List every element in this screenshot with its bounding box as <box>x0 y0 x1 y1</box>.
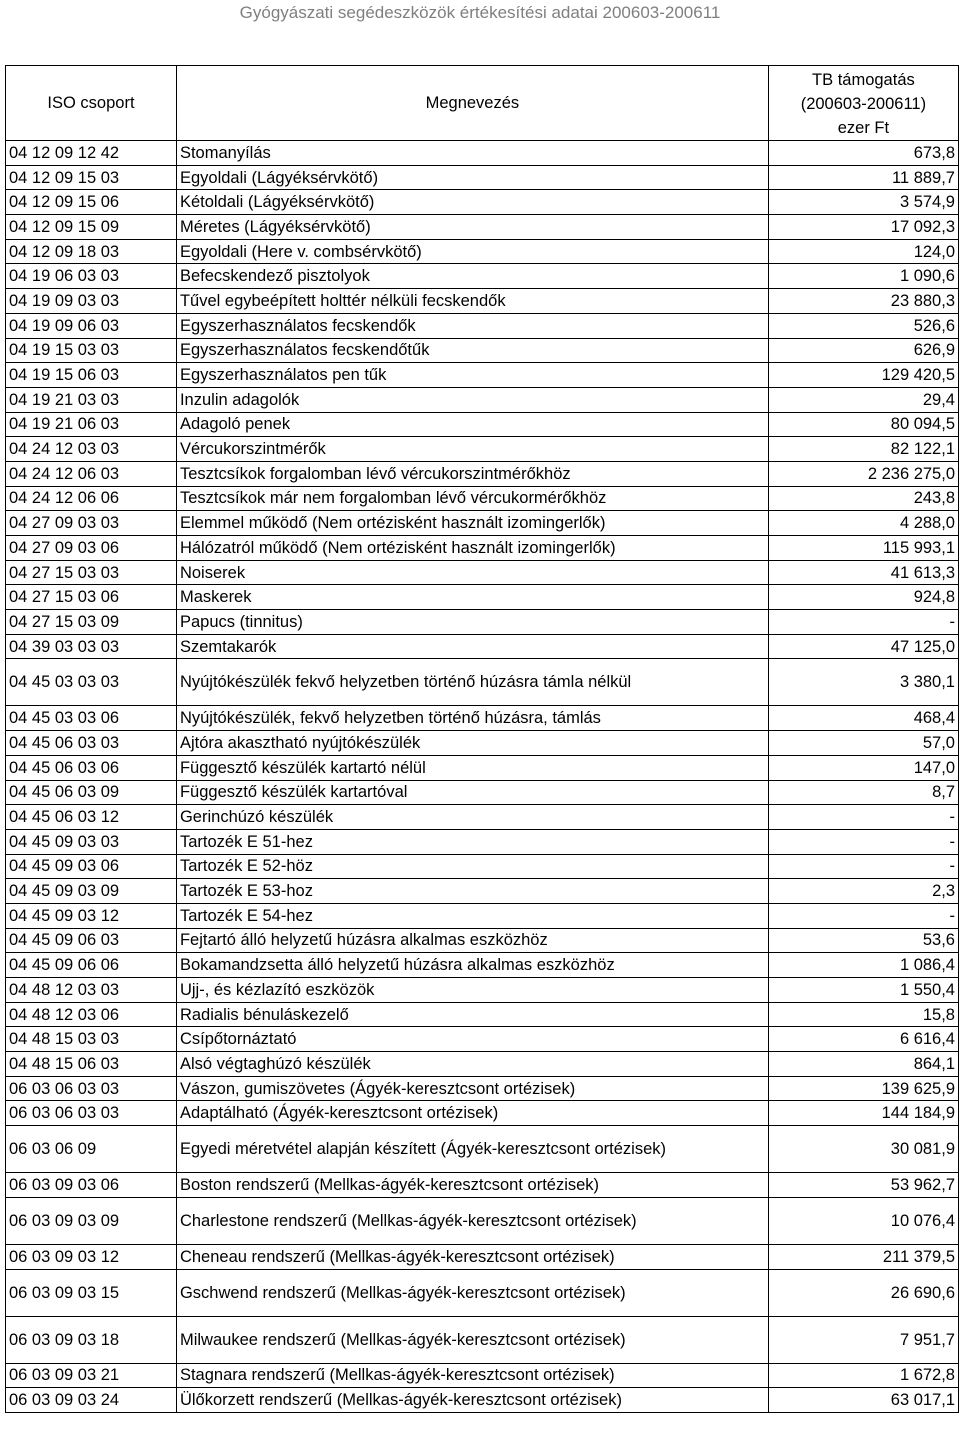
value-cell: 17 092,3 <box>768 215 958 240</box>
name-cell: Charlestone rendszerű (Mellkas-ágyék-keresztcsont ortézisek) <box>176 1197 768 1244</box>
value-cell: 4 288,0 <box>768 511 958 536</box>
table-row <box>6 1173 959 1198</box>
header-value-line2: (200603-200611) <box>800 95 927 113</box>
table-row <box>6 1363 959 1388</box>
value-cell: 147,0 <box>768 755 958 780</box>
name-cell: Noiserek <box>176 560 768 585</box>
iso-cell: 04 48 15 03 03 <box>6 1027 177 1052</box>
header-value-line3: ezer Ft <box>837 119 890 137</box>
iso-cell: 04 45 09 03 09 <box>6 879 177 904</box>
name-cell: Gschwend rendszerű (Mellkas-ágyék-keresztcsont ortézisek) <box>176 1269 768 1316</box>
value-cell: - <box>768 854 958 879</box>
table-row <box>6 190 959 215</box>
value-cell: 82 122,1 <box>768 437 958 462</box>
value-cell: 7 951,7 <box>768 1316 958 1363</box>
iso-cell: 06 03 09 03 21 <box>6 1363 177 1388</box>
name-cell: Stagnara rendszerű (Mellkas-ágyék-keresztcsont ortézisek) <box>176 1363 768 1388</box>
value-cell: 626,9 <box>768 338 958 363</box>
iso-cell: 04 19 21 06 03 <box>6 412 177 437</box>
value-cell: 8,7 <box>768 780 958 805</box>
table-header-row <box>6 66 959 141</box>
table-row <box>6 1269 959 1316</box>
value-cell: 30 081,9 <box>768 1126 958 1173</box>
name-cell: Vércukorszintmérők <box>176 437 768 462</box>
name-cell: Egyoldali (Here v. combsérvkötő) <box>176 239 768 264</box>
name-cell: Vászon, gumiszövetes (Ágyék-keresztcsont ortézisek) <box>176 1076 768 1101</box>
iso-cell: 04 45 09 06 06 <box>6 953 177 978</box>
table-row <box>6 1027 959 1052</box>
name-cell: Boston rendszerű (Mellkas-ágyék-keresztcsont ortézisek) <box>176 1173 768 1198</box>
value-cell: 3 574,9 <box>768 190 958 215</box>
iso-cell: 04 24 12 06 06 <box>6 486 177 511</box>
name-cell: Adagoló penek <box>176 412 768 437</box>
name-cell: Egyoldali (Lágyéksérvkötő) <box>176 165 768 190</box>
iso-cell: 04 45 06 03 06 <box>6 755 177 780</box>
value-cell: 144 184,9 <box>768 1101 958 1126</box>
table-row <box>6 659 959 706</box>
value-cell: 673,8 <box>768 141 958 166</box>
iso-cell: 04 24 12 06 03 <box>6 461 177 486</box>
value-cell: 15,8 <box>768 1002 958 1027</box>
value-cell: - <box>768 805 958 830</box>
table-row <box>6 486 959 511</box>
iso-cell: 06 03 09 03 18 <box>6 1316 177 1363</box>
iso-cell: 04 39 03 03 03 <box>6 634 177 659</box>
header-value-line1: TB támogatás <box>812 71 915 89</box>
value-cell: 864,1 <box>768 1052 958 1077</box>
name-cell: Egyszerhasználatos fecskendők <box>176 313 768 338</box>
table-row <box>6 978 959 1003</box>
table-row <box>6 928 959 953</box>
name-cell: Nyújtókészülék, fekvő helyzetben történő húzásra, támlás <box>176 706 768 731</box>
value-cell: 53 962,7 <box>768 1173 958 1198</box>
name-cell: Tartozék E 53-hoz <box>176 879 768 904</box>
table-row <box>6 634 959 659</box>
iso-cell: 04 27 15 03 09 <box>6 610 177 635</box>
iso-cell: 04 12 09 15 03 <box>6 165 177 190</box>
table-row <box>6 461 959 486</box>
name-cell: Tartozék E 51-hez <box>176 829 768 854</box>
value-cell: 526,6 <box>768 313 958 338</box>
table-row <box>6 387 959 412</box>
value-cell: 924,8 <box>768 585 958 610</box>
name-cell: Hálózatról működő (Nem ortézisként használt izomingerlők) <box>176 536 768 561</box>
name-cell: Szemtakarók <box>176 634 768 659</box>
iso-cell: 04 45 09 03 06 <box>6 854 177 879</box>
value-cell: 2 236 275,0 <box>768 461 958 486</box>
table-row <box>6 854 959 879</box>
table-row <box>6 706 959 731</box>
value-cell: 53,6 <box>768 928 958 953</box>
iso-cell: 04 12 09 15 09 <box>6 215 177 240</box>
iso-cell: 04 45 09 03 12 <box>6 903 177 928</box>
name-cell: Tűvel egybeépített holttér nélküli fecskendők <box>176 289 768 314</box>
iso-cell: 04 19 09 06 03 <box>6 313 177 338</box>
iso-cell: 04 45 09 06 03 <box>6 928 177 953</box>
iso-cell: 04 45 03 03 06 <box>6 706 177 731</box>
table-row <box>6 1002 959 1027</box>
iso-cell: 04 19 06 03 03 <box>6 264 177 289</box>
value-cell: 1 090,6 <box>768 264 958 289</box>
name-cell: Ujj-, és kézlazító eszközök <box>176 978 768 1003</box>
value-cell: 57,0 <box>768 731 958 756</box>
name-cell: Bokamandzsetta álló helyzetű húzásra alkalmas eszközhöz <box>176 953 768 978</box>
value-cell: - <box>768 903 958 928</box>
name-cell: Tesztcsíkok már nem forgalomban lévő vércukormérőkhöz <box>176 486 768 511</box>
name-cell: Radialis bénuláskezelő <box>176 1002 768 1027</box>
name-cell: Tesztcsíkok forgalomban lévő vércukorszintmérőkhöz <box>176 461 768 486</box>
value-cell: 2,3 <box>768 879 958 904</box>
name-cell: Stomanyílás <box>176 141 768 166</box>
iso-cell: 04 45 03 03 03 <box>6 659 177 706</box>
value-cell: 63 017,1 <box>768 1388 958 1413</box>
value-cell: 211 379,5 <box>768 1244 958 1269</box>
table-row <box>6 610 959 635</box>
table-row <box>6 1244 959 1269</box>
name-cell: Fejtartó álló helyzetű húzásra alkalmas eszközhöz <box>176 928 768 953</box>
iso-cell: 04 45 09 03 03 <box>6 829 177 854</box>
value-cell: 243,8 <box>768 486 958 511</box>
table-row <box>6 141 959 166</box>
name-cell: Méretes (Lágyéksérvkötő) <box>176 215 768 240</box>
iso-cell: 04 19 15 03 03 <box>6 338 177 363</box>
value-cell: 29,4 <box>768 387 958 412</box>
name-cell: Adaptálható (Ágyék-keresztcsont ortézisek) <box>176 1101 768 1126</box>
table-row <box>6 1388 959 1413</box>
value-cell: 26 690,6 <box>768 1269 958 1316</box>
value-cell: 47 125,0 <box>768 634 958 659</box>
iso-cell: 06 03 06 03 03 <box>6 1101 177 1126</box>
iso-cell: 06 03 09 03 15 <box>6 1269 177 1316</box>
table-row <box>6 363 959 388</box>
header-name: Megnevezés <box>176 66 768 141</box>
iso-cell: 04 48 12 03 03 <box>6 978 177 1003</box>
name-cell: Papucs (tinnitus) <box>176 610 768 635</box>
table-row <box>6 412 959 437</box>
name-cell: Függesztő készülék kartartóval <box>176 780 768 805</box>
value-cell: 129 420,5 <box>768 363 958 388</box>
iso-cell: 04 19 15 06 03 <box>6 363 177 388</box>
name-cell: Egyszerhasználatos fecskendőtűk <box>176 338 768 363</box>
name-cell: Ajtóra akasztható nyújtókészülék <box>176 731 768 756</box>
table-row <box>6 953 959 978</box>
name-cell: Tartozék E 54-hez <box>176 903 768 928</box>
value-cell: 1 550,4 <box>768 978 958 1003</box>
value-cell: 41 613,3 <box>768 560 958 585</box>
name-cell: Inzulin adagolók <box>176 387 768 412</box>
iso-cell: 04 27 15 03 03 <box>6 560 177 585</box>
table-row <box>6 1126 959 1173</box>
name-cell: Cheneau rendszerű (Mellkas-ágyék-keresztcsont ortézisek) <box>176 1244 768 1269</box>
table-row <box>6 829 959 854</box>
table-row <box>6 585 959 610</box>
table-row <box>6 1052 959 1077</box>
name-cell: Kétoldali (Lágyéksérvkötő) <box>176 190 768 215</box>
name-cell: Alsó végtaghúzó készülék <box>176 1052 768 1077</box>
value-cell: 10 076,4 <box>768 1197 958 1244</box>
value-cell: 11 889,7 <box>768 165 958 190</box>
iso-cell: 06 03 09 03 06 <box>6 1173 177 1198</box>
page-title: Gyógyászati segédeszközök értékesítési adatai 200603-200611 <box>239 3 721 22</box>
table-row <box>6 313 959 338</box>
table-row <box>6 239 959 264</box>
iso-cell: 06 03 06 09 <box>6 1126 177 1173</box>
name-cell: Tartozék E 52-höz <box>176 854 768 879</box>
table-row <box>6 511 959 536</box>
name-cell: Gerinchúzó készülék <box>176 805 768 830</box>
value-cell: 3 380,1 <box>768 659 958 706</box>
iso-cell: 06 03 09 03 12 <box>6 1244 177 1269</box>
table-row <box>6 165 959 190</box>
value-cell: - <box>768 829 958 854</box>
table-row <box>6 805 959 830</box>
value-cell: 468,4 <box>768 706 958 731</box>
value-cell: 124,0 <box>768 239 958 264</box>
iso-cell: 04 27 09 03 06 <box>6 536 177 561</box>
table-row <box>6 780 959 805</box>
header-iso-group: ISO csoport <box>6 66 177 141</box>
iso-cell: 04 27 09 03 03 <box>6 511 177 536</box>
iso-cell: 04 48 15 06 03 <box>6 1052 177 1077</box>
table-row <box>6 1316 959 1363</box>
iso-cell: 04 45 06 03 09 <box>6 780 177 805</box>
iso-cell: 04 19 21 03 03 <box>6 387 177 412</box>
table-row <box>6 1076 959 1101</box>
iso-cell: 04 45 06 03 03 <box>6 731 177 756</box>
table-row <box>6 536 959 561</box>
name-cell: Nyújtókészülék fekvő helyzetben történő húzásra támla nélkül <box>176 659 768 706</box>
table-row <box>6 264 959 289</box>
name-cell: Befecskendező pisztolyok <box>176 264 768 289</box>
name-cell: Elemmel működő (Nem ortézisként használt izomingerlők) <box>176 511 768 536</box>
value-cell: - <box>768 610 958 635</box>
header-value <box>768 66 958 141</box>
iso-cell: 04 19 09 03 03 <box>6 289 177 314</box>
name-cell: Maskerek <box>176 585 768 610</box>
name-cell: Egyedi méretvétel alapján készített (Ágyék-keresztcsont ortézisek) <box>176 1126 768 1173</box>
value-cell: 23 880,3 <box>768 289 958 314</box>
table-row <box>6 560 959 585</box>
table-row <box>6 338 959 363</box>
table-body <box>6 141 959 1413</box>
iso-cell: 06 03 06 03 03 <box>6 1076 177 1101</box>
iso-cell: 04 12 09 15 06 <box>6 190 177 215</box>
name-cell: Milwaukee rendszerű (Mellkas-ágyék-keresztcsont ortézisek) <box>176 1316 768 1363</box>
iso-cell: 04 24 12 03 03 <box>6 437 177 462</box>
value-cell: 80 094,5 <box>768 412 958 437</box>
table-row <box>6 731 959 756</box>
name-cell: Csípőtornáztató <box>176 1027 768 1052</box>
table-row <box>6 215 959 240</box>
iso-cell: 04 45 06 03 12 <box>6 805 177 830</box>
value-cell: 139 625,9 <box>768 1076 958 1101</box>
iso-cell: 04 27 15 03 06 <box>6 585 177 610</box>
sales-table <box>5 65 959 1413</box>
value-cell: 6 616,4 <box>768 1027 958 1052</box>
iso-cell: 06 03 09 03 09 <box>6 1197 177 1244</box>
value-cell: 1 672,8 <box>768 1363 958 1388</box>
table-row <box>6 1197 959 1244</box>
table-row <box>6 289 959 314</box>
name-cell: Ülőkorzett rendszerű (Mellkas-ágyék-keresztcsont ortézisek) <box>176 1388 768 1413</box>
name-cell: Függesztő készülék kartartó nélül <box>176 755 768 780</box>
table-row <box>6 437 959 462</box>
value-cell: 115 993,1 <box>768 536 958 561</box>
table-row <box>6 755 959 780</box>
iso-cell: 06 03 09 03 24 <box>6 1388 177 1413</box>
iso-cell: 04 12 09 18 03 <box>6 239 177 264</box>
name-cell: Egyszerhasználatos pen tűk <box>176 363 768 388</box>
iso-cell: 04 48 12 03 06 <box>6 1002 177 1027</box>
table-row <box>6 903 959 928</box>
table-row <box>6 1101 959 1126</box>
iso-cell: 04 12 09 12 42 <box>6 141 177 166</box>
table-row <box>6 879 959 904</box>
value-cell: 1 086,4 <box>768 953 958 978</box>
